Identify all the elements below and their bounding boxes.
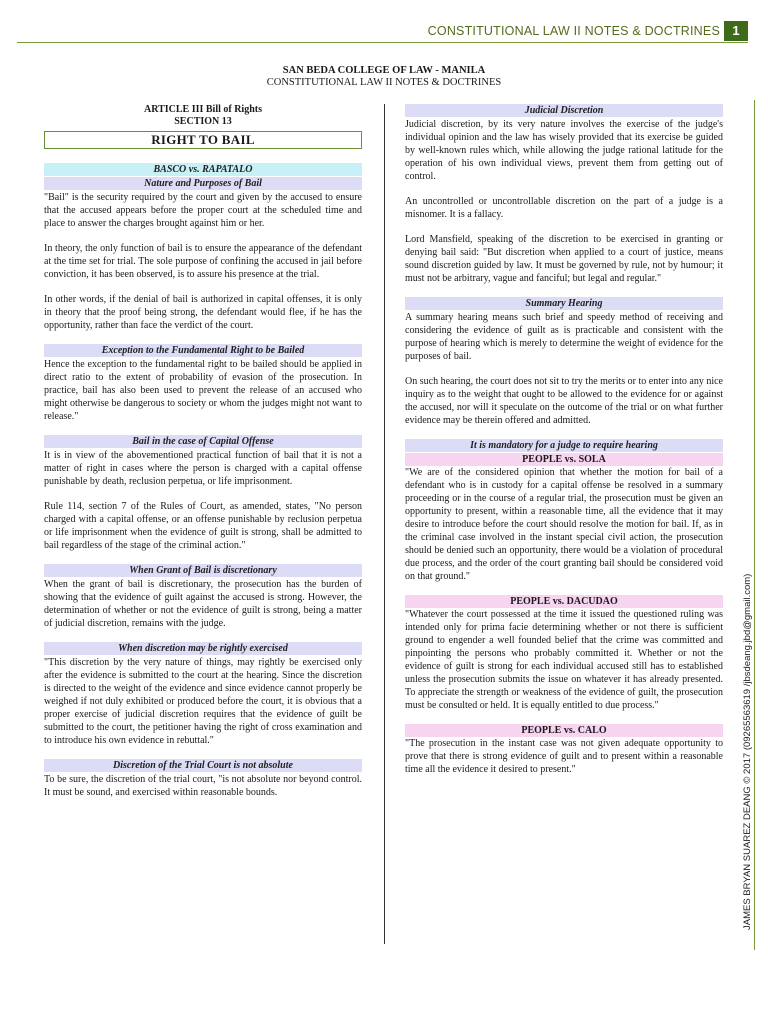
- section-line: SECTION 13: [174, 116, 232, 127]
- paragraph: "This discretion by the very nature of things, may rightly be exercised only after the evidence is submitted to the court at the hearing. Since the discretion is directed to the weight of the evidence and since evidence cannot properly be weighed if not duly exhibited or produced before the court, it is obvious that a proper exercise of judicial discretion requires that the evidence of guilt be submitted to the court, the petitioner having the right of cross examination and to introduce his own evidence in rebuttal.": [44, 657, 362, 746]
- paragraph: An uncontrolled or uncontrollable discretion on the part of a judge is a misnomer. It is a fallacy.: [405, 196, 723, 220]
- case-heading: PEOPLE vs. SOLA: [405, 453, 723, 466]
- left-column: [44, 104, 362, 811]
- paragraph: A summary hearing means such brief and speedy method of receiving and considering the evidence of guilt as is practicable and consistent with the purpose of hearing which is merely to determine the weight of evidence for the purposes of bail.: [405, 312, 723, 362]
- header-title: CONSTITUTIONAL LAW II NOTES & DOCTRINES: [427, 24, 720, 38]
- paragraph: On such hearing, the court does not sit to try the merits or to enter into any nice inquiry as to the weight that ought to be allowed to the evidence for or against the accused, nor will it speculate on the outcome of the trial or on what further evidence may be therein offered and admitted.: [405, 376, 723, 426]
- paragraph: "The prosecution in the instant case was not given adequate opportunity to prove that there is strong evidence of guilt and to present within a reasonable time all the evidence it desired to present.": [405, 738, 723, 775]
- section-heading: Bail in the case of Capital Offense: [44, 435, 362, 448]
- sidebar-rule: [754, 100, 755, 950]
- paragraph: In other words, if the denial of bail is authorized in capital offenses, it is only in theory that the proof being strong, the defendant would flee, if he has the opportunity, rather than face the verdict of the court.: [44, 294, 362, 331]
- author-credit: JAMES BRYAN SUAREZ DEANG © 2017 (09265563619 /jbsdeang.jbd@gmail.com): [742, 573, 753, 930]
- case-heading: PEOPLE vs. DACUDAO: [405, 595, 723, 608]
- paragraph: Lord Mansfield, speaking of the discretion to be exercised in granting or denying bail said: "But discretion when applied to a court of justice, means sound discretion guided by law. It must be governed by rule, not by humour; it must not be arbitrary, vague and fanciful; but legal and regular.": [405, 234, 723, 284]
- section-heading: Summary Hearing: [405, 297, 723, 310]
- right-column: [405, 104, 723, 788]
- paragraph: Hence the exception to the fundamental right to be bailed should be applied in direct ratio to the extent of probability of evasion of the prosecution. In practice, bail has also been used to prevent the release of an accused who might otherwise be dangerous to society or whom the judges might not want to release.": [44, 359, 362, 422]
- section-heading: Exception to the Fundamental Right to be Bailed: [44, 344, 362, 357]
- case-heading: PEOPLE vs. CALO: [405, 724, 723, 737]
- paragraph: Rule 114, section 7 of the Rules of Court, as amended, states, "No person charged with a capital offense, or an offense punishable by reclusion perpetua or life imprisonment when the evidence of guilt is strong, shall be admitted to bail regardless of the stage of the criminal action.": [44, 501, 362, 551]
- section-heading: It is mandatory for a judge to require hearing: [405, 439, 723, 452]
- article-line: ARTICLE III Bill of Rights: [143, 104, 262, 115]
- section-heading: Judicial Discretion: [405, 104, 723, 117]
- topic-title: RIGHT TO BAIL: [44, 131, 362, 149]
- section-heading: When discretion may be rightly exercised: [44, 642, 362, 655]
- paragraph: To be sure, the discretion of the trial court, "is not absolute nor beyond control. It must be sound, and exercised within reasonable bounds.: [44, 774, 362, 798]
- paragraph: "Bail" is the security required by the court and given by the accused to ensure that the accused appears before the proper court at the scheduled time and place to answer the charges brought against him or her.: [44, 192, 362, 229]
- section-heading: Discretion of the Trial Court is not absolute: [44, 759, 362, 772]
- section-heading: Nature and Purposes of Bail: [44, 177, 362, 190]
- paragraph: "Whatever the court possessed at the time it issued the questioned ruling was intended only for prima facie determining whether or not there is sufficient ground to engender a well founded belief that the crime was committed and pinpointing the persons who probably committed it. Whether or not the evidence of guilt is strong for each individual accused still has to established unless the prosecution submits the issue on whatever it has already presented. To appreciate the strength or weakness of the evidence of guilt, the prosecution must be consulted or held. It is equally entitled to due process.": [405, 609, 723, 711]
- paragraph: It is in view of the abovementioned practical function of bail that it is not a matter of right in cases where the person is charged with a capital offense punishable by death, reclusion perpetua, or life imprisonment.: [44, 450, 362, 487]
- column-divider: [384, 104, 385, 944]
- section-heading: When Grant of Bail is discretionary: [44, 564, 362, 577]
- paragraph: In theory, the only function of bail is to ensure the appearance of the defendant at the time set for trial. The sole purpose of confining the accused in jail before conviction, it has been observed, is to assure his presence at the trial.: [44, 243, 362, 280]
- header-rule: [17, 42, 748, 43]
- paragraph: When the grant of bail is discretionary, the prosecution has the burden of showing that the evidence of guilt against the accused is strong. However, the determination of whether or not the evidence of guilt is strong, being a matter of judicial discretion, remains with the judge.: [44, 579, 362, 629]
- paragraph: Judicial discretion, by its very nature involves the exercise of the judge's individual opinion and the law has wisely provided that its exercise be guided by well-known rules which, while allowing the judge rational latitude for the operation of his own individual views, prevent them from getting out of control.: [405, 119, 723, 182]
- case-heading: BASCO vs. RAPATALO: [44, 163, 362, 176]
- masthead: [0, 65, 768, 89]
- page-number: 1: [724, 21, 748, 41]
- document-subtitle: CONSTITUTIONAL LAW II NOTES & DOCTRINES: [266, 77, 502, 88]
- school-name: SAN BEDA COLLEGE OF LAW - MANILA: [282, 65, 486, 76]
- paragraph: "We are of the considered opinion that whether the motion for bail of a defendant who is in custody for a capital offense be resolved in a summary proceeding or in the course of a regular trial, the prosecution must be given an opportunity to present, within a reasonable time, all the evidence that it may desire to introduce before the court should resolve the motion for bail. If, as in the criminal case involved in the instant special civil action, the prosecution should be denied such an opportunity, there would be a violation of procedural due process, and the order of the court granting bail should be considered void on that ground.": [405, 467, 723, 582]
